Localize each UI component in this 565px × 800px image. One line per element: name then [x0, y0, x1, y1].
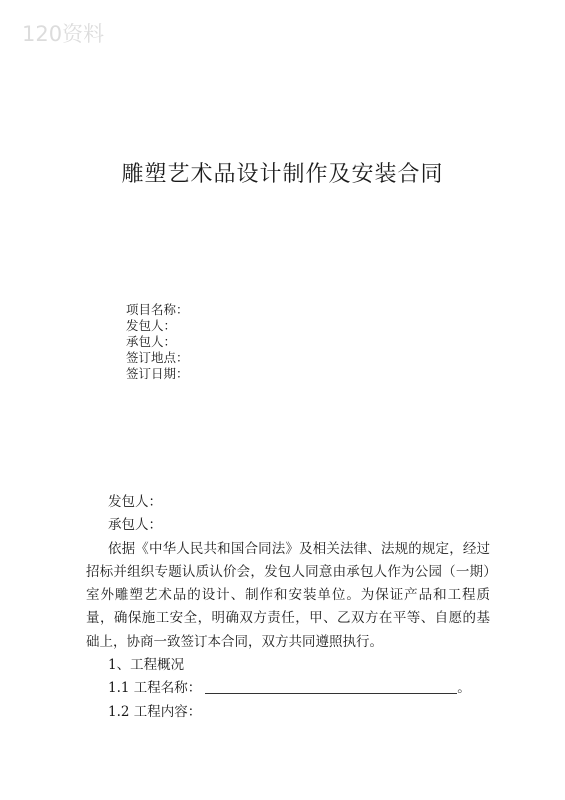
item-1-1-label: 1.1 工程名称：	[108, 680, 202, 697]
item-1-1	[86, 677, 490, 700]
party-b-line: 承包人：	[108, 517, 162, 534]
document-title: 雕塑艺术品设计制作及安装合同	[121, 162, 444, 187]
intro-paragraph: 依据《中华人民共和国合同法》及相关法律、法规的规定，经过招标并组织专题认质认价会，发包人同意由承包人作为公园（一期）室外雕塑艺术品的设计、制作和安装单位。为保证产品和工程质量，确保施工安全，明确双方责任，甲、乙双方在平等、自愿的基础上，协商一致签订本合同，双方共同遵照执行。	[86, 540, 490, 650]
contractor-field: 承包人：	[126, 334, 177, 349]
section-1-heading: 1、工程概况	[108, 657, 185, 674]
project-name-blank	[205, 679, 457, 694]
item-1-2: 1.2 工程内容：	[108, 703, 202, 720]
watermark-logo: 120资料	[22, 22, 105, 46]
party-a-line: 发包人：	[108, 494, 162, 510]
signing-place-field: 签订地点：	[126, 350, 189, 365]
signing-date-field: 签订日期：	[126, 366, 189, 381]
item-1-1-end: 。	[457, 680, 471, 697]
contract-body	[86, 491, 490, 724]
project-name-field: 项目名称：	[126, 302, 189, 317]
cover-fields	[126, 302, 189, 382]
employer-field: 发包人：	[126, 318, 177, 333]
